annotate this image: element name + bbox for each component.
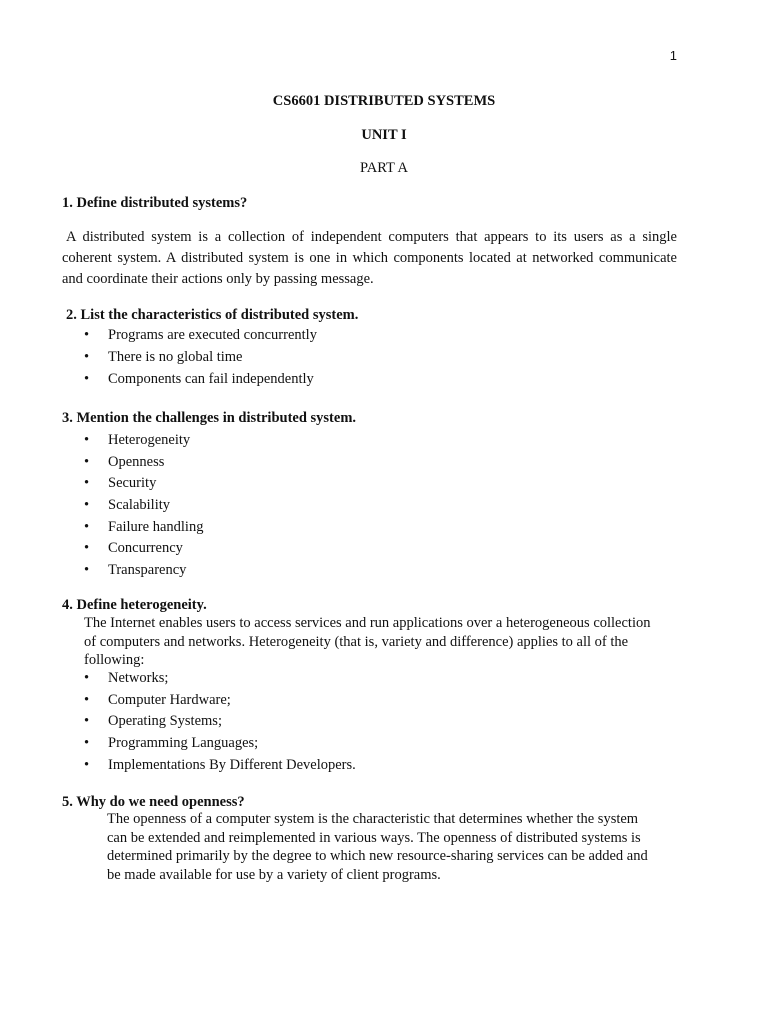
bullet-icon: • [84, 540, 90, 557]
list-item-text: Openness [108, 453, 165, 470]
list-item-text: There is no global time [108, 349, 243, 365]
question-1-heading: 1. Define distributed systems? [62, 195, 248, 211]
list-item [84, 324, 317, 346]
answer-line: The openness of a computer system is the characteristic that determines whether the system [107, 811, 639, 827]
list-item [84, 346, 317, 368]
list-item-text: Implementations By Different Developers. [108, 756, 356, 773]
bullet-icon: • [84, 453, 90, 470]
list-item [84, 495, 203, 517]
list-item [84, 755, 356, 777]
list-item [84, 368, 317, 390]
question-2-heading: 2. List the characteristics of distributed system. [66, 307, 359, 323]
list-item-text: Heterogeneity [108, 432, 191, 448]
bullet-icon: • [84, 735, 90, 752]
bullet-icon: • [84, 756, 90, 773]
bullet-icon: • [84, 497, 90, 514]
answer-line: of computers and networks. Heterogeneity (that is, variety and difference) applies to all of the [84, 633, 629, 650]
bullet-icon: • [84, 713, 90, 730]
bullet-icon: • [84, 518, 90, 535]
question-5-heading: 5. Why do we need openness? [62, 794, 245, 810]
question-4-heading: 4. Define heterogeneity. [62, 597, 207, 613]
list-item-text: Transparency [108, 562, 187, 579]
question-1-answer: A distributed system is a collection of independent computers that appears to its users as a single coherent system. A distributed system is one in which components located at networked communicate and coordinate their actions only by passing message. [62, 229, 677, 287]
answer-line: can be extended and reimplemented in various ways. The openness of distributed systems is [107, 829, 641, 846]
list-item-text: Security [108, 475, 157, 492]
page-number: 1 [669, 48, 677, 63]
answer-line: be made available for use by a variety of client programs. [107, 866, 441, 883]
list-item-text: Networks; [108, 670, 169, 686]
bullet-icon: • [84, 670, 90, 686]
list-item [84, 711, 356, 733]
list-item-text: Components can fail independently [108, 371, 314, 387]
list-item-text: Programming Languages; [108, 735, 259, 752]
characteristics-list [84, 324, 317, 390]
list-item [84, 668, 356, 690]
list-item [84, 452, 203, 474]
list-item-text: Concurrency [108, 540, 183, 557]
bullet-icon: • [84, 691, 90, 708]
heterogeneity-list [84, 668, 356, 776]
list-item [84, 560, 203, 582]
bullet-icon: • [84, 475, 90, 492]
list-item-text: Computer Hardware; [108, 691, 231, 708]
bullet-icon: • [84, 327, 90, 343]
bullet-icon: • [84, 432, 90, 448]
question-3-heading: 3. Mention the challenges in distributed system. [62, 410, 357, 426]
list-item-text: Failure handling [108, 518, 204, 535]
bullet-icon: • [84, 562, 90, 579]
list-item-text: Scalability [108, 497, 171, 514]
list-item [84, 538, 203, 560]
course-title: CS6601 DISTRIBUTED SYSTEMS [272, 93, 496, 109]
list-item-text: Operating Systems; [108, 713, 222, 730]
answer-line: The Internet enables users to access services and run applications over a heterogeneous collection [84, 615, 651, 631]
answer-line: following: [84, 652, 145, 668]
part-title: PART A [360, 160, 408, 176]
list-item [84, 430, 203, 452]
list-item [84, 690, 356, 712]
unit-title: UNIT I [361, 127, 407, 143]
question-4-answer [84, 614, 650, 670]
bullet-icon: • [84, 349, 90, 365]
bullet-icon: • [84, 371, 90, 387]
list-item-text: Programs are executed concurrently [108, 327, 317, 343]
list-item [84, 733, 356, 755]
list-item [84, 517, 203, 539]
answer-line: determined primarily by the degree to which new resource-sharing services can be added and [107, 848, 648, 864]
list-item [84, 473, 203, 495]
question-5-answer [107, 810, 648, 884]
challenges-list [84, 430, 203, 582]
